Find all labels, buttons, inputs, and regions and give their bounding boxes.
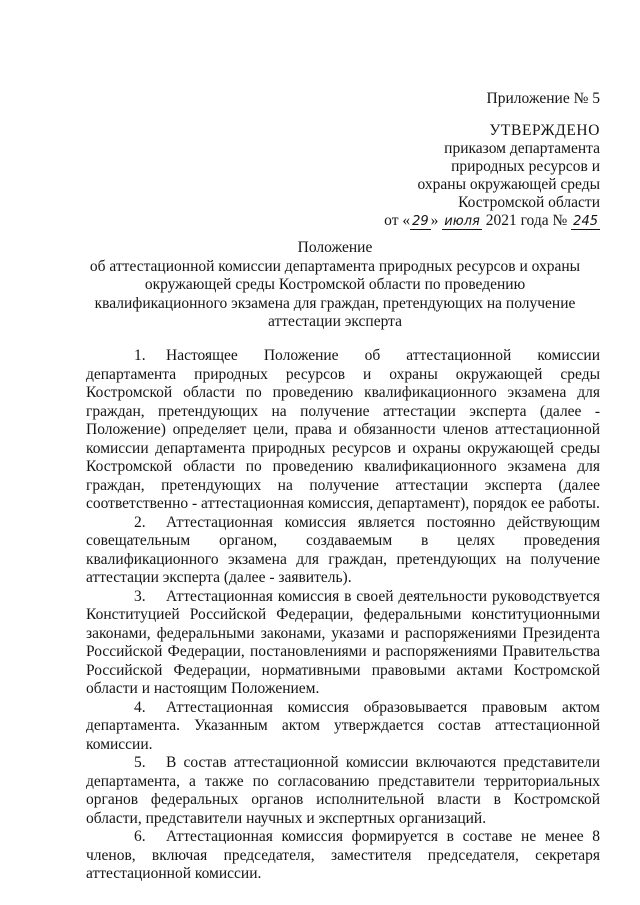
- approval-line: приказом департамента: [444, 140, 600, 157]
- paragraph-text: Настоящее Положение об аттестационной комиссии департамента природных ресурсов и охраны окружающей среды Костромской области по проведению квалификационного экзамена для граждан, претендующих на получение аттестации эксперта (далее - Положение) определяет цели, права и обязанности членов аттестационной комиссии департамента природных ресурсов и охраны окружающей среды Костромской области по проведению квалификационного экзамена для граждан, претендующих на получение аттестации эксперта (далее соответственно - аттестационная комиссия, департамент), порядок ее работы.: [86, 347, 600, 512]
- approval-line: Костромской области: [458, 194, 600, 211]
- date-year: 2021 года №: [481, 212, 572, 229]
- date-prefix: от «: [384, 212, 411, 229]
- paragraph-number: 3.: [134, 587, 146, 605]
- paragraph: [86, 347, 600, 514]
- document-title: [70, 239, 600, 332]
- appendix-label: Приложение № 5: [486, 90, 600, 107]
- date-mid: »: [430, 212, 443, 229]
- approval-line: охраны окружающей среды: [417, 176, 600, 193]
- handwritten-month: июля: [444, 214, 480, 229]
- document-body: [86, 347, 600, 884]
- paragraph: [86, 699, 600, 755]
- approved-label: УТВЕРЖДЕНО: [489, 122, 600, 139]
- paragraph-number: 1.: [134, 347, 146, 364]
- title-line: об аттестационной комиссии департамента природных ресурсов и охраны: [89, 257, 581, 275]
- paragraph-text: В состав аттестационной комиссии включаются представители департамента, а также по согласованию представители территориальных органов федеральных органов исполнительной власти в Костромской области, представители научных и экспертных организаций.: [86, 754, 600, 827]
- paragraph-text: Аттестационная комиссия является постоянно действующим совещательным органом, создаваемым в целях проведения квалификационного экзамена для граждан, претендующих на получение аттестации эксперта (далее - заявитель).: [86, 513, 600, 586]
- paragraph: [86, 514, 600, 588]
- paragraph-number: 6.: [134, 828, 146, 845]
- handwritten-day: 29: [412, 214, 429, 229]
- paragraph-number: 5.: [134, 754, 146, 771]
- title-line: окружающей среды Костромской области по проведению: [144, 276, 526, 293]
- title-heading: Положение: [297, 239, 373, 256]
- paragraph-text: Аттестационная комиссия в своей деятельности руководствуется Конституцией Российской Федерации, федеральными конституционными законами, федеральными законами, указами и распоряжениями Президента Российской Федерации, постановлениями и распоряжениями Правительства Российской Федерации, нормативными правовыми актами Костромской области и настоящим Положением.: [86, 587, 600, 697]
- paragraph-number: 2.: [134, 513, 146, 531]
- title-line: квалификационного экзамена для граждан, претендующих на получение: [94, 294, 576, 312]
- handwritten-order-number: 245: [573, 214, 598, 229]
- paragraph-text: Аттестационная комиссия образовывается правовым актом департамента. Указанным актом утверждается состав аттестационной комиссии.: [86, 698, 600, 753]
- paragraph-number: 4.: [134, 698, 146, 716]
- paragraph: [86, 588, 600, 699]
- title-line: аттестации эксперта: [267, 313, 402, 330]
- order-date-line: [384, 212, 600, 230]
- paragraph: [86, 754, 600, 828]
- approval-line: природных ресурсов и: [451, 158, 600, 175]
- approval-stamp: [384, 90, 600, 230]
- paragraph-text: Аттестационная комиссия формируется в составе не менее 8 членов, включая председателя, заместителя председателя, секретаря аттестационной комиссии.: [86, 828, 600, 882]
- paragraph: [86, 828, 600, 884]
